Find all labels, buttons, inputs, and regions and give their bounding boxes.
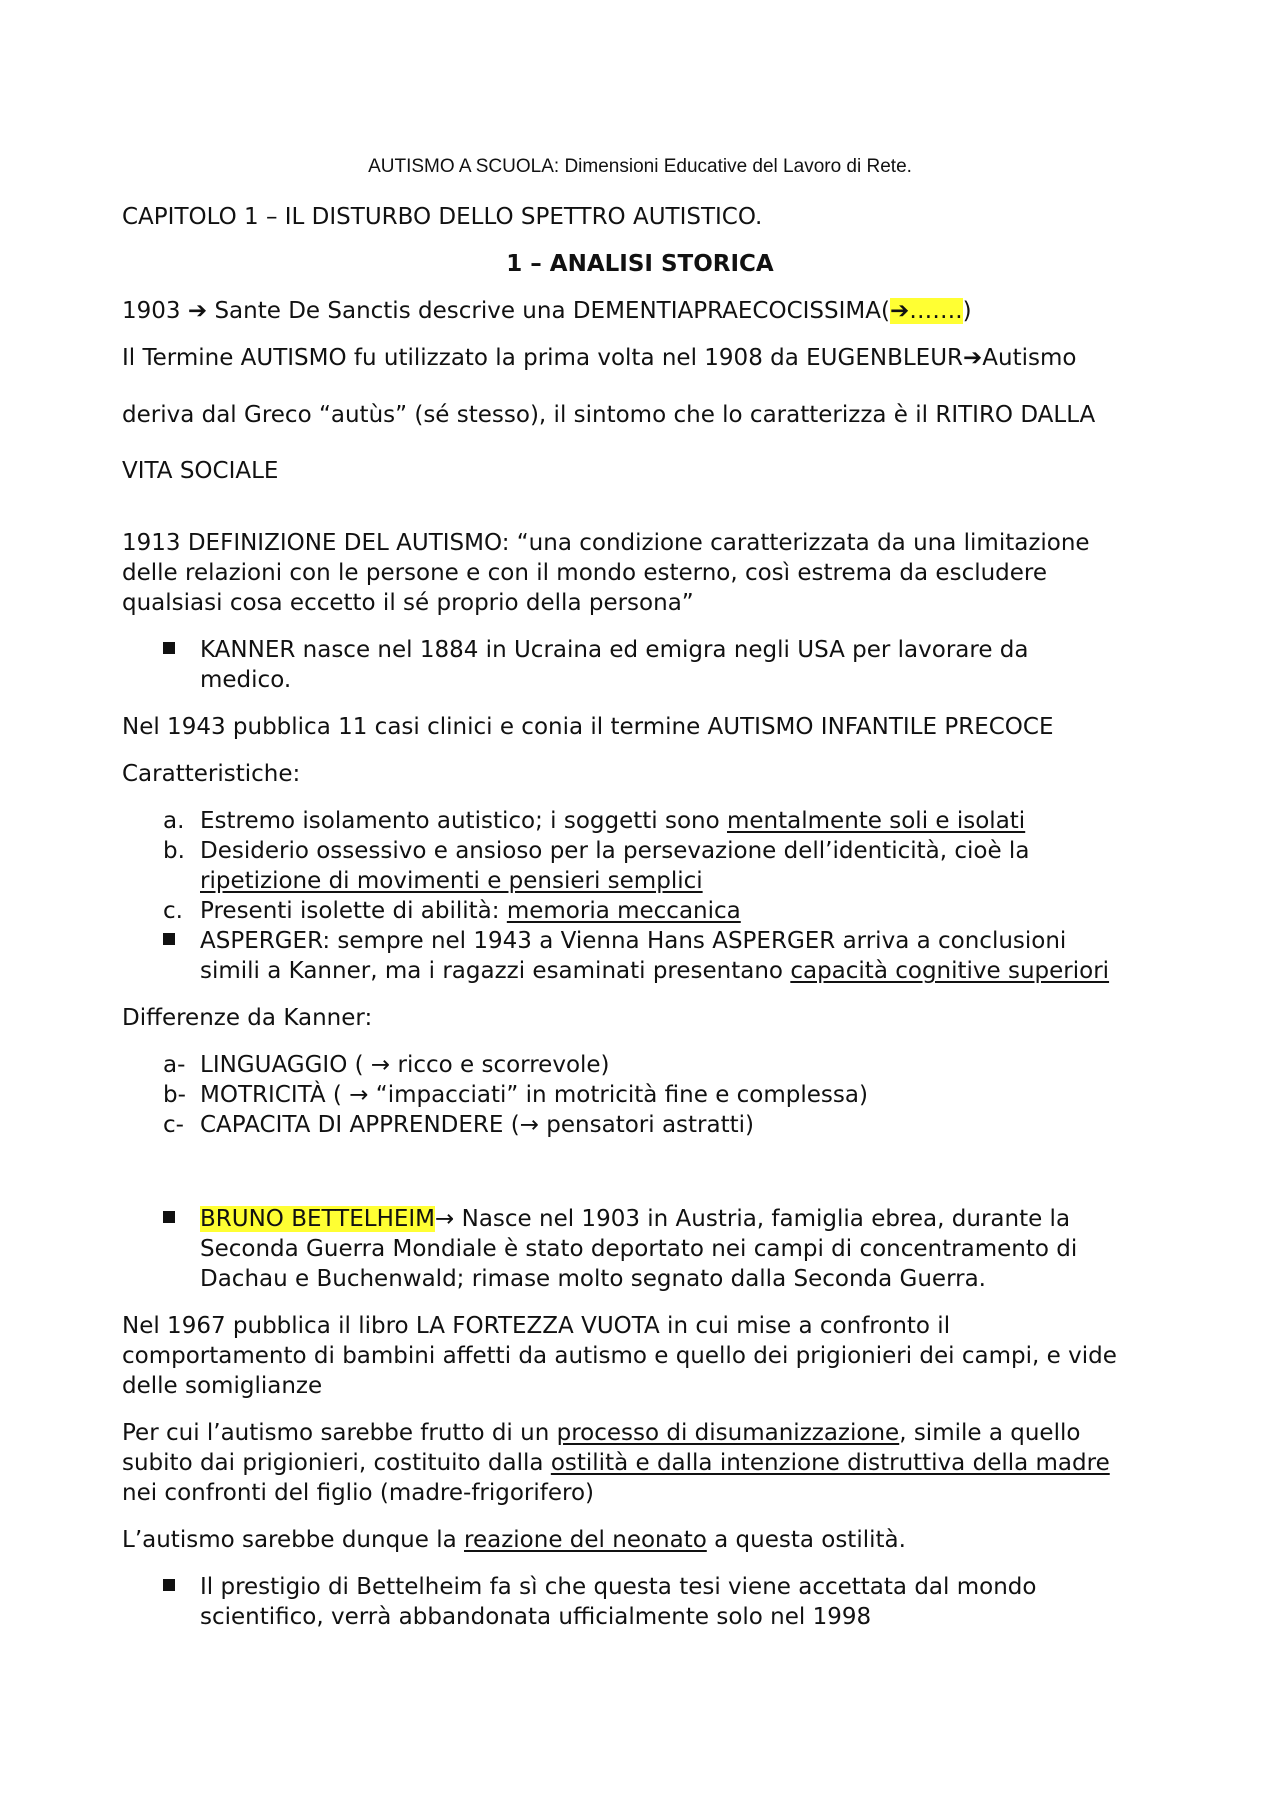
item-c [200, 896, 1240, 926]
bullet-square-icon [163, 642, 175, 654]
prestigio-line-2: scientifico, verrà abbandonata ufficialmente solo nel 1998 [200, 1604, 872, 1630]
fortezza-line-3: delle somiglianze [122, 1373, 323, 1399]
underlined-text: ostilità e dalla intenzione distruttiva della madre [550, 1450, 1110, 1476]
text-span: 1903 [122, 298, 188, 324]
asperger-line-2 [200, 956, 1240, 986]
list-marker: b. [163, 838, 185, 864]
underlined-text: processo di disumanizzazione [556, 1420, 900, 1446]
label-caratteristiche: Caratteristiche: [122, 761, 301, 787]
text-span: simili a Kanner, ma i ragazzi esaminati presentano [200, 958, 791, 984]
fortezza-line-1: Nel 1967 pubblica il libro LA FORTEZZA VUOTA in cui mise a confronto il [122, 1313, 951, 1339]
bullet-square-icon [163, 1579, 175, 1591]
bullet-square-icon [163, 1211, 175, 1223]
text-span: subito dai prigionieri, costituito dalla [122, 1450, 551, 1476]
percui-line-2 [122, 1448, 1162, 1478]
paragraph-1913-line-3: qualsiasi cosa eccetto il sé proprio della persona” [122, 590, 694, 616]
item-b-line-1: Desiderio ossessivo e ansioso per la persevazione dell’identicità, cioè la [200, 838, 1030, 864]
fortezza-line-2: comportamento di bambini affetti da autismo e quello dei prigionieri dei campi, e vide [122, 1343, 1117, 1369]
paragraph-1913-line-2: delle relazioni con le persone e con il mondo esterno, così estrema da escludere [122, 560, 1048, 586]
bettelheim-line-1 [200, 1204, 1240, 1234]
text-span: Sante De Sanctis descrive una DEMENTIAPRAECOCISSIMA( [207, 298, 890, 324]
kanner-line-2: medico. [200, 667, 292, 693]
paragraph-1903 [122, 296, 1162, 326]
percui-line-3: nei confronti del figlio (madre-frigorifero) [122, 1480, 595, 1506]
paragraph-kanner-1943: Nel 1943 pubblica 11 casi clinici e conia il termine AUTISMO INFANTILE PRECOCE [122, 714, 1054, 740]
diff-item: LINGUAGGIO ( → ricco e scorrevole) [200, 1052, 610, 1078]
underlined-text: mentalmente soli e isolati [727, 808, 1026, 834]
highlighted-text: ➔……. [889, 298, 963, 324]
reazione-line [122, 1525, 1162, 1555]
text-span: a questa ostilità. [706, 1527, 906, 1553]
arrow-icon: ➔ [963, 345, 983, 371]
underlined-text: ripetizione di movimenti e pensieri semplici [200, 868, 703, 894]
paragraph-term-line-2: deriva dal Greco “autùs” (sé stesso), il sintomo che lo caratterizza è il RITIRO DALLA [122, 402, 1096, 428]
list-marker: a. [163, 808, 185, 834]
paragraph-term-line-1 [122, 343, 1162, 373]
item-a [200, 806, 1240, 836]
paragraph-term-line-3: VITA SOCIALE [122, 458, 279, 484]
bullet-square-icon [163, 933, 175, 945]
arrow-icon: ➔ [187, 298, 208, 324]
text-span: Autismo [982, 345, 1077, 371]
chapter-heading: CAPITOLO 1 – IL DISTURBO DELLO SPETTRO AUTISTICO. [122, 204, 763, 230]
percui-line-1 [122, 1418, 1162, 1448]
asperger-line-1: ASPERGER: sempre nel 1943 a Vienna Hans ASPERGER arriva a conclusioni [200, 928, 1067, 954]
underlined-text: capacità cognitive superiori [790, 958, 1110, 984]
diff-item: CAPACITA DI APPRENDERE (→ pensatori astratti) [200, 1112, 754, 1138]
highlighted-text: BRUNO BETTELHEIM [200, 1206, 436, 1232]
list-marker: b- [163, 1082, 186, 1108]
label-differenze: Differenze da Kanner: [122, 1005, 373, 1031]
item-b-line-2 [200, 866, 1240, 896]
prestigio-line-1: Il prestigio di Bettelheim fa sì che questa tesi viene accettata dal mondo [200, 1574, 1037, 1600]
underlined-text: reazione del neonato [464, 1527, 707, 1553]
text-span: Estremo isolamento autistico; i soggetti sono [200, 808, 727, 834]
text-span: → Nasce nel 1903 in Austria, famiglia ebrea, durante la [435, 1206, 1071, 1232]
page-header: AUTISMO A SCUOLA: Dimensioni Educative del Lavoro di Rete. [368, 156, 912, 177]
paragraph-1913-line-1: 1913 DEFINIZIONE DEL AUTISMO: “una condizione caratterizzata da una limitazione [122, 530, 1090, 556]
list-marker: c- [163, 1112, 184, 1138]
underlined-text: memoria meccanica [506, 898, 741, 924]
bettelheim-line-3: Dachau e Buchenwald; rimase molto segnato dalla Seconda Guerra. [200, 1266, 986, 1292]
section-title: 1 – ANALISI STORICA [506, 251, 774, 277]
text-span: Per cui l’autismo sarebbe frutto di un [122, 1420, 557, 1446]
text-span: Il Termine AUTISMO fu utilizzato la prima volta nel 1908 da EUGENBLEUR [122, 345, 964, 371]
list-marker: c. [163, 898, 183, 924]
text-span: L’autismo sarebbe dunque la [122, 1527, 465, 1553]
text-span: , simile a quello [899, 1420, 1081, 1446]
list-marker: a- [163, 1052, 186, 1078]
kanner-line-1: KANNER nasce nel 1884 in Ucraina ed emigra negli USA per lavorare da [200, 637, 1029, 663]
bettelheim-line-2: Seconda Guerra Mondiale è stato deportato nei campi di concentramento di [200, 1236, 1078, 1262]
diff-item: MOTRICITÀ ( → “impacciati” in motricità fine e complessa) [200, 1082, 868, 1108]
text-span: ) [962, 298, 972, 324]
text-span: Presenti isolette di abilità: [200, 898, 507, 924]
